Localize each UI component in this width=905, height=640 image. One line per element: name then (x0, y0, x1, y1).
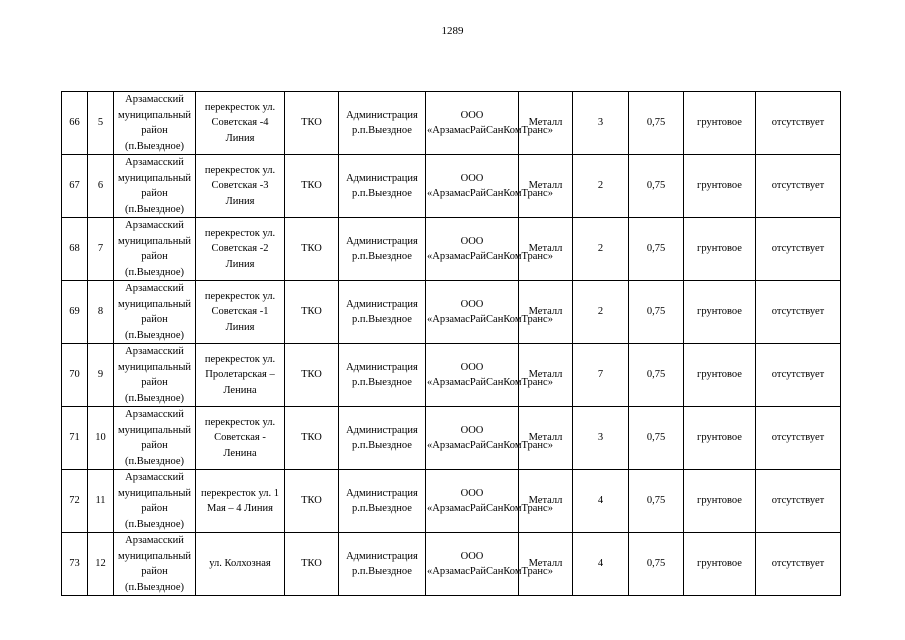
surface-type-cell: грунтовое (684, 533, 756, 596)
table-row (62, 155, 841, 218)
district-cell: Арзамасский муниципальный район (п.Выездное) (114, 533, 196, 596)
operator-cell: ООО «АрзамасРайСанКомТранс» (426, 533, 519, 596)
container-count-cell: 4 (573, 533, 629, 596)
location-cell: перекресток ул. Советская -2 Линия (196, 218, 285, 281)
sub-number-cell: 9 (88, 344, 114, 407)
location-cell: перекресток ул. Советская -4 Линия (196, 92, 285, 155)
waste-type-cell: ТКО (285, 470, 339, 533)
row-number-cell: 71 (62, 407, 88, 470)
container-material-cell: Металл (519, 344, 573, 407)
district-cell: Арзамасский муниципальный район (п.Выездное) (114, 344, 196, 407)
table-row (62, 470, 841, 533)
surface-type-cell: грунтовое (684, 344, 756, 407)
table-row (62, 344, 841, 407)
container-volume-cell: 0,75 (629, 281, 684, 344)
row-number-cell: 70 (62, 344, 88, 407)
location-cell: ул. Колхозная (196, 533, 285, 596)
fence-cell: отсутствует (756, 92, 841, 155)
sub-number-cell: 11 (88, 470, 114, 533)
waste-type-cell: ТКО (285, 407, 339, 470)
table-body (62, 92, 841, 596)
row-number-cell: 73 (62, 533, 88, 596)
container-volume-cell: 0,75 (629, 92, 684, 155)
container-count-cell: 2 (573, 218, 629, 281)
waste-type-cell: ТКО (285, 155, 339, 218)
location-cell: перекресток ул. 1 Мая – 4 Линия (196, 470, 285, 533)
table-row (62, 407, 841, 470)
surface-type-cell: грунтовое (684, 218, 756, 281)
waste-type-cell: ТКО (285, 344, 339, 407)
sub-number-cell: 5 (88, 92, 114, 155)
fence-cell: отсутствует (756, 407, 841, 470)
district-cell: Арзамасский муниципальный район (п.Выездное) (114, 470, 196, 533)
container-count-cell: 2 (573, 155, 629, 218)
container-material-cell: Металл (519, 218, 573, 281)
owner-cell: Администрация р.п.Выездное (339, 533, 426, 596)
fence-cell: отсутствует (756, 218, 841, 281)
waste-type-cell: ТКО (285, 281, 339, 344)
surface-type-cell: грунтовое (684, 407, 756, 470)
container-material-cell: Металл (519, 407, 573, 470)
fence-cell: отсутствует (756, 533, 841, 596)
row-number-cell: 69 (62, 281, 88, 344)
sub-number-cell: 8 (88, 281, 114, 344)
waste-type-cell: ТКО (285, 533, 339, 596)
location-cell: перекресток ул. Советская -1 Линия (196, 281, 285, 344)
row-number-cell: 66 (62, 92, 88, 155)
container-volume-cell: 0,75 (629, 218, 684, 281)
table-row (62, 533, 841, 596)
surface-type-cell: грунтовое (684, 470, 756, 533)
container-material-cell: Металл (519, 92, 573, 155)
district-cell: Арзамасский муниципальный район (п.Выездное) (114, 155, 196, 218)
owner-cell: Администрация р.п.Выездное (339, 92, 426, 155)
waste-sites-table (61, 91, 841, 596)
table-row (62, 218, 841, 281)
sub-number-cell: 7 (88, 218, 114, 281)
owner-cell: Администрация р.п.Выездное (339, 155, 426, 218)
location-cell: перекресток ул. Пролетарская – Ленина (196, 344, 285, 407)
operator-cell: ООО «АрзамасРайСанКомТранс» (426, 407, 519, 470)
location-cell: перекресток ул. Советская -3 Линия (196, 155, 285, 218)
surface-type-cell: грунтовое (684, 155, 756, 218)
container-volume-cell: 0,75 (629, 155, 684, 218)
district-cell: Арзамасский муниципальный район (п.Выездное) (114, 218, 196, 281)
district-cell: Арзамасский муниципальный район (п.Выездное) (114, 407, 196, 470)
owner-cell: Администрация р.п.Выездное (339, 218, 426, 281)
container-volume-cell: 0,75 (629, 407, 684, 470)
district-cell: Арзамасский муниципальный район (п.Выездное) (114, 281, 196, 344)
fence-cell: отсутствует (756, 155, 841, 218)
sub-number-cell: 12 (88, 533, 114, 596)
operator-cell: ООО «АрзамасРайСанКомТранс» (426, 470, 519, 533)
container-material-cell: Металл (519, 155, 573, 218)
operator-cell: ООО «АрзамасРайСанКомТранс» (426, 155, 519, 218)
fence-cell: отсутствует (756, 281, 841, 344)
container-material-cell: Металл (519, 470, 573, 533)
fence-cell: отсутствует (756, 470, 841, 533)
operator-cell: ООО «АрзамасРайСанКомТранс» (426, 344, 519, 407)
owner-cell: Администрация р.п.Выездное (339, 470, 426, 533)
table-row (62, 281, 841, 344)
sub-number-cell: 6 (88, 155, 114, 218)
district-cell: Арзамасский муниципальный район (п.Выездное) (114, 92, 196, 155)
operator-cell: ООО «АрзамасРайСанКомТранс» (426, 92, 519, 155)
row-number-cell: 67 (62, 155, 88, 218)
container-count-cell: 7 (573, 344, 629, 407)
waste-type-cell: ТКО (285, 92, 339, 155)
surface-type-cell: грунтовое (684, 92, 756, 155)
page-number: 1289 (441, 25, 464, 37)
container-material-cell: Металл (519, 533, 573, 596)
container-volume-cell: 0,75 (629, 533, 684, 596)
location-cell: перекресток ул. Советская - Ленина (196, 407, 285, 470)
row-number-cell: 68 (62, 218, 88, 281)
container-count-cell: 2 (573, 281, 629, 344)
container-count-cell: 4 (573, 470, 629, 533)
owner-cell: Администрация р.п.Выездное (339, 407, 426, 470)
container-volume-cell: 0,75 (629, 344, 684, 407)
container-count-cell: 3 (573, 92, 629, 155)
surface-type-cell: грунтовое (684, 281, 756, 344)
fence-cell: отсутствует (756, 344, 841, 407)
waste-type-cell: ТКО (285, 218, 339, 281)
container-count-cell: 3 (573, 407, 629, 470)
row-number-cell: 72 (62, 470, 88, 533)
table-row (62, 92, 841, 155)
sub-number-cell: 10 (88, 407, 114, 470)
operator-cell: ООО «АрзамасРайСанКомТранс» (426, 281, 519, 344)
container-material-cell: Металл (519, 281, 573, 344)
container-volume-cell: 0,75 (629, 470, 684, 533)
owner-cell: Администрация р.п.Выездное (339, 281, 426, 344)
operator-cell: ООО «АрзамасРайСанКомТранс» (426, 218, 519, 281)
owner-cell: Администрация р.п.Выездное (339, 344, 426, 407)
